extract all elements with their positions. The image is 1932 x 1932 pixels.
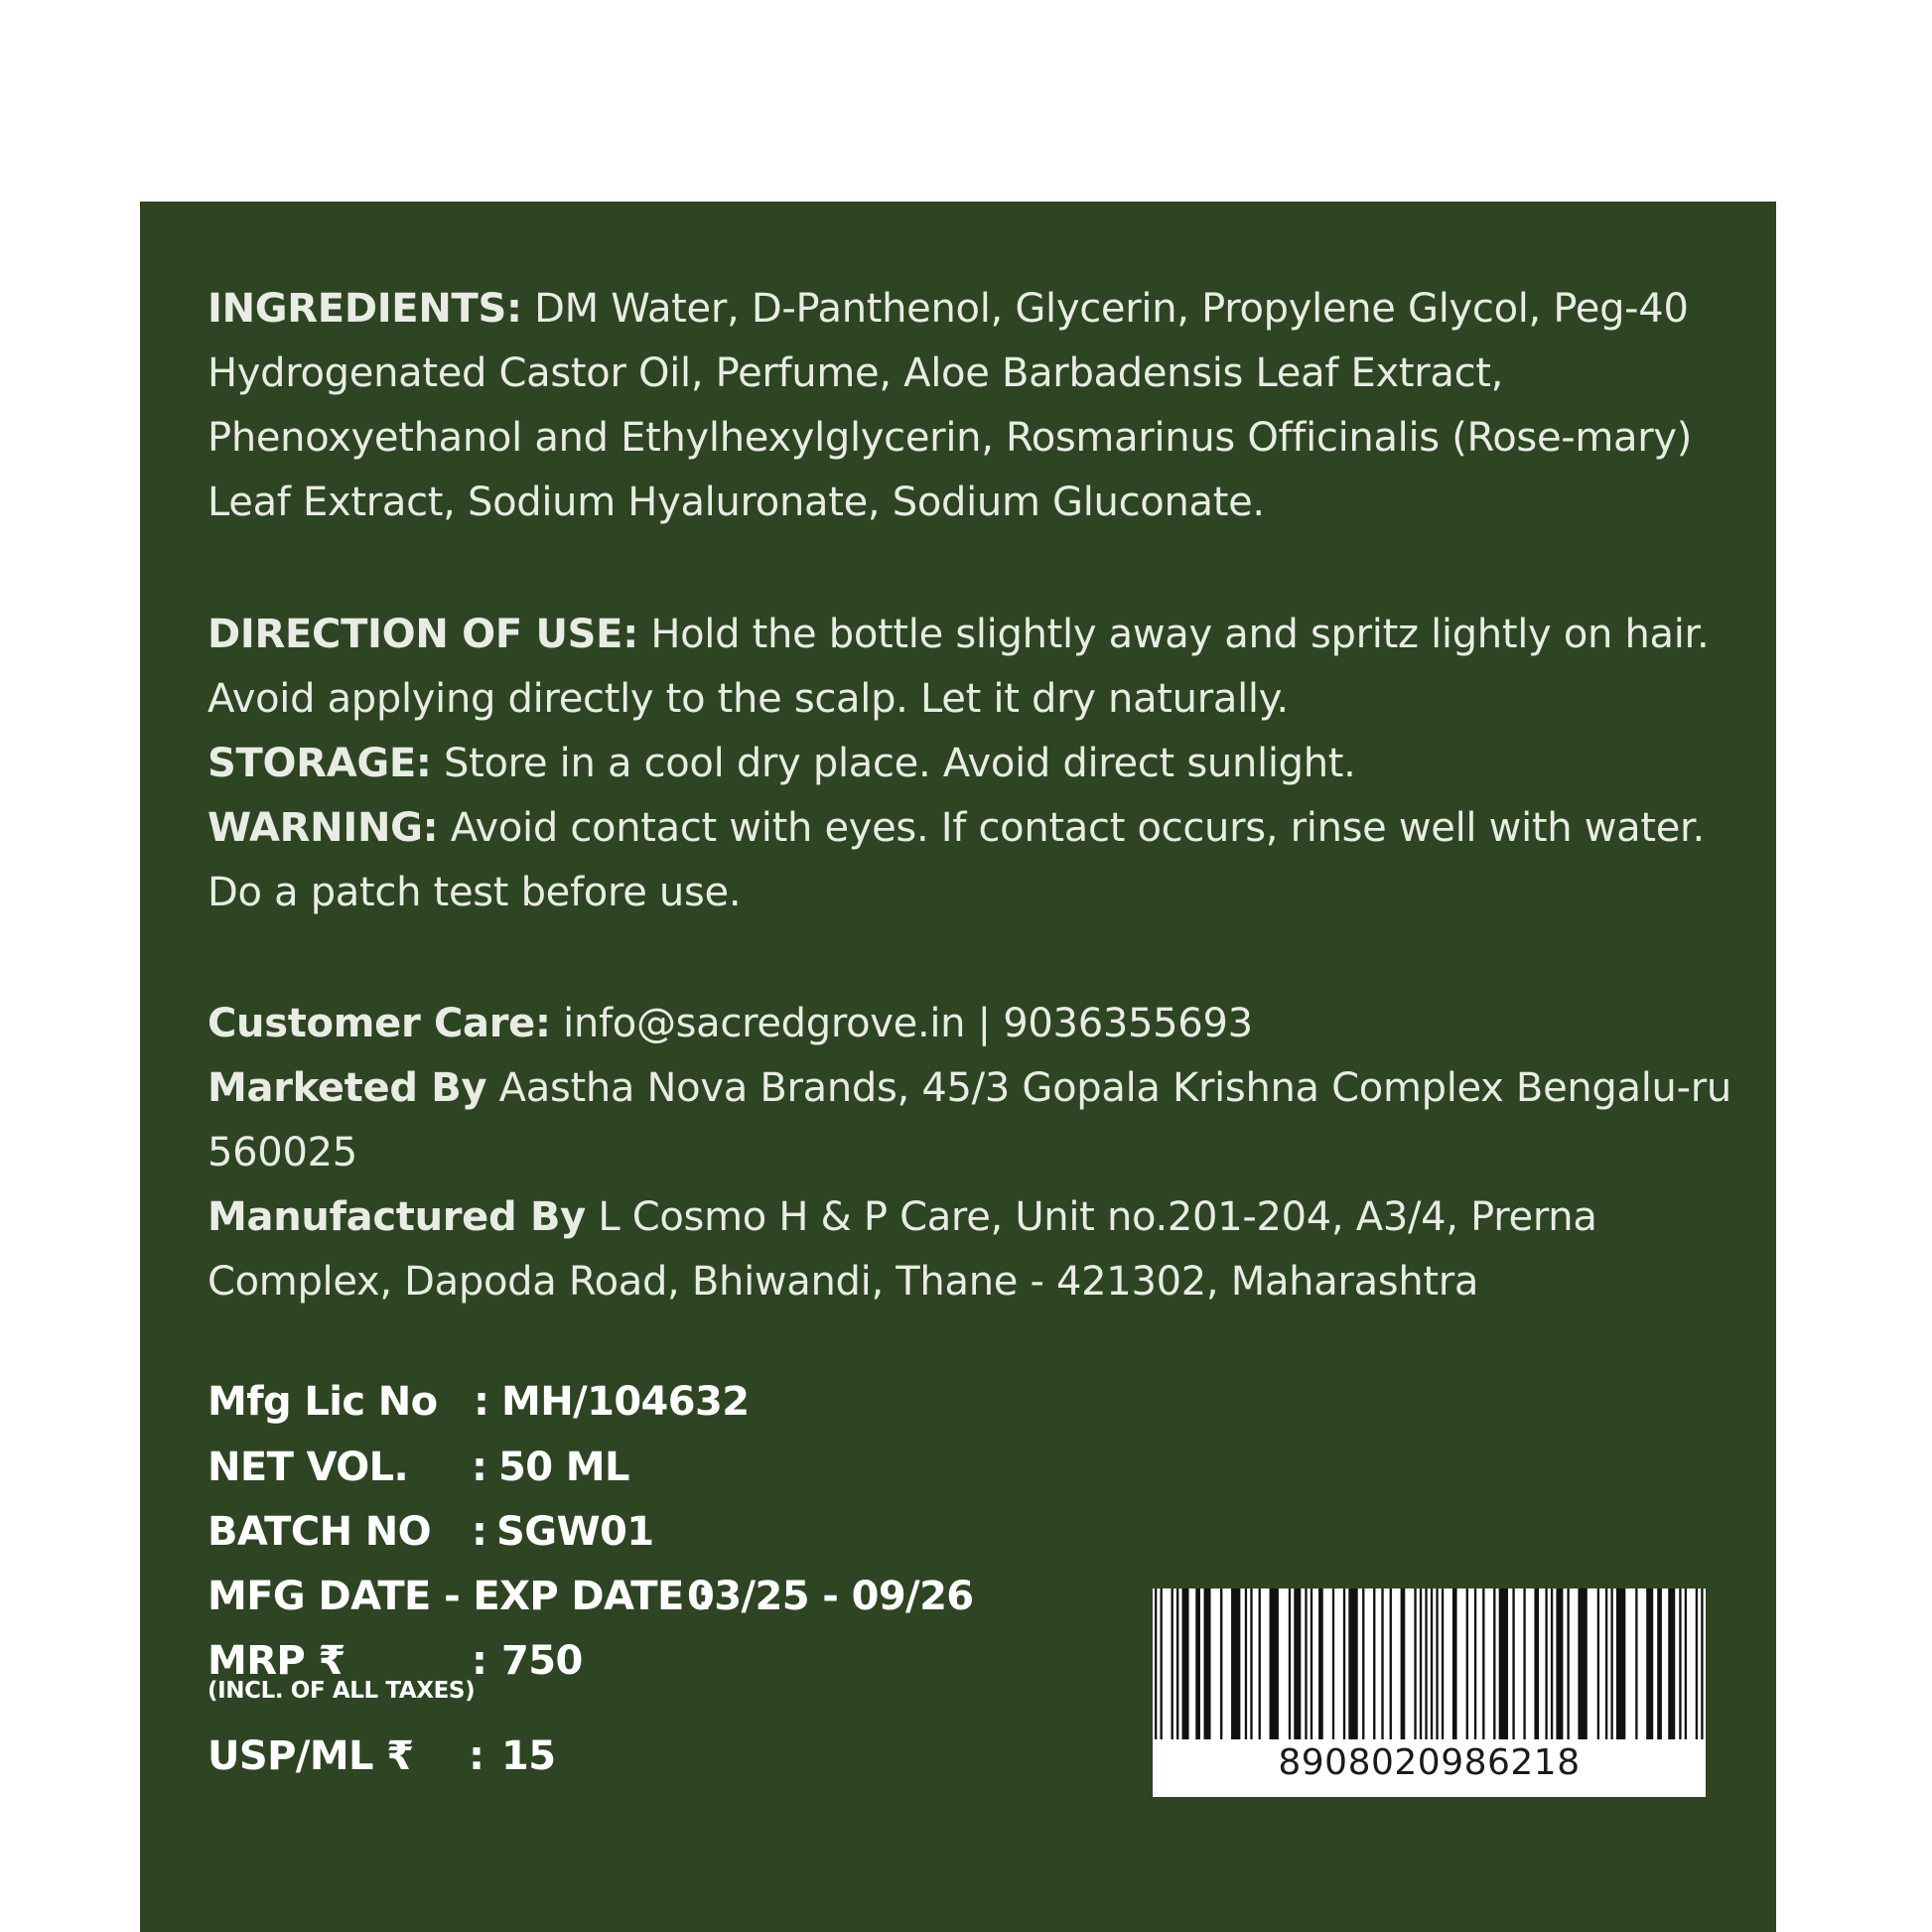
usp-key: USP/ML ₹ <box>207 1733 414 1779</box>
batch-key: BATCH NO <box>207 1509 432 1555</box>
barcode-bar <box>1512 1588 1514 1739</box>
barcode-bar <box>1545 1588 1547 1739</box>
mrp-value: 750 <box>501 1638 583 1684</box>
barcode-bar <box>1701 1588 1703 1739</box>
barcode-bar <box>1567 1588 1569 1739</box>
label-panel <box>140 202 1776 1932</box>
barcode-bar <box>1318 1588 1323 1739</box>
barcode-bar <box>1551 1588 1553 1739</box>
customer-care-label: Customer Care: <box>207 1001 551 1046</box>
barcode-bar <box>1176 1588 1178 1739</box>
barcode-bar <box>1343 1588 1345 1739</box>
customer-care-text: info@sacredgrove.in | 9036355693 <box>550 1001 1253 1046</box>
barcode-bar <box>1616 1588 1625 1739</box>
barcode-bar <box>1155 1588 1157 1739</box>
barcode-bar <box>1259 1588 1261 1739</box>
barcode-bar <box>1294 1588 1301 1739</box>
manufactured-by-text: L Cosmo H & P Care, Unit no.201-204, A3/4, Prerna Complex, Dapoda Road, Bhiwandi, Thane - 421302, Maharashtra <box>207 1194 1597 1305</box>
barcode-bar <box>1474 1588 1476 1739</box>
manufactured-by-label: Manufactured By <box>207 1194 586 1240</box>
barcode-bar <box>1348 1588 1357 1739</box>
batch-value: SGW01 <box>496 1509 654 1555</box>
barcode-bar <box>1668 1588 1675 1739</box>
usage-section <box>207 603 1756 925</box>
barcode-bar <box>1204 1588 1211 1739</box>
barcode-bar <box>1556 1588 1563 1739</box>
company-section <box>207 992 1756 1314</box>
batch-colon: : <box>472 1509 487 1555</box>
barcode-bar <box>1646 1588 1653 1739</box>
barcode-bar <box>1696 1588 1698 1739</box>
barcode-bar <box>1172 1588 1173 1739</box>
barcode-bar <box>1493 1588 1495 1739</box>
barcode-bar <box>1597 1588 1599 1739</box>
barcode-bar <box>1332 1588 1334 1739</box>
barcode-bars <box>1153 1588 1706 1739</box>
ingredients-label: INGREDIENTS: <box>207 286 522 332</box>
barcode-bar <box>1250 1588 1252 1739</box>
barcode-bar <box>1431 1588 1433 1739</box>
barcode-bar <box>1270 1588 1279 1739</box>
date-value: 03/25 - 09/26 <box>687 1574 974 1619</box>
barcode-bar <box>1578 1588 1587 1739</box>
direction-label: DIRECTION OF USE: <box>207 612 638 657</box>
barcode-bar <box>1685 1588 1687 1739</box>
barcode-bar <box>1195 1588 1200 1739</box>
warning-label: WARNING: <box>207 805 439 851</box>
barcode-bar <box>1425 1588 1427 1739</box>
barcode-bar <box>1534 1588 1539 1739</box>
mrp-key: MRP ₹ <box>207 1638 345 1684</box>
barcode-bar <box>1401 1588 1406 1739</box>
ingredients-section <box>207 277 1756 535</box>
barcode-bar <box>1420 1588 1422 1739</box>
storage-label: STORAGE: <box>207 741 432 786</box>
barcode-bar <box>1305 1588 1307 1739</box>
lic-colon: : <box>474 1379 489 1425</box>
lic-key: Mfg Lic No <box>207 1379 438 1425</box>
barcode-bar <box>1381 1588 1383 1739</box>
direction-text: Hold the bottle slightly away and spritz lightly on hair. Avoid applying directly to the scalp. Let it dry naturally. <box>207 612 1710 722</box>
usp-colon: : <box>469 1733 484 1779</box>
barcode-bar <box>1610 1588 1612 1739</box>
vol-key: NET VOL. <box>207 1445 409 1490</box>
ingredients-text: DM Water, D-Panthenol, Glycerin, Propylene Glycol, Peg-40 Hydrogenated Castor Oil, Perfume, Aloe Barbadensis Leaf Extract, Phenoxyethanol and Ethylhexylglycerin, Rosmarinus Officinalis (Rose-mary) Leaf Extract, Sodium Hyaluronate, Sodium Gluconate. <box>207 286 1693 525</box>
barcode-bar <box>1605 1588 1607 1739</box>
barcode-bar <box>1635 1588 1637 1739</box>
barcode-bar <box>1373 1588 1375 1739</box>
barcode-bar <box>1245 1588 1247 1739</box>
barcode-bar <box>1311 1588 1312 1739</box>
barcode-bar <box>1499 1588 1508 1739</box>
barcode-bar <box>1231 1588 1240 1739</box>
barcode-bar <box>1523 1588 1525 1739</box>
warning-text: Avoid contact with eyes. If contact occurs, rinse well with water. Do a patch test before use. <box>207 805 1705 915</box>
barcode-bar <box>1161 1588 1163 1739</box>
barcode-bar <box>1442 1588 1444 1739</box>
barcode-number: 8908020986218 <box>1278 1742 1581 1783</box>
barcode-bar <box>1220 1588 1222 1739</box>
barcode-bar <box>1289 1588 1291 1739</box>
vol-value: 50 ML <box>498 1445 629 1490</box>
barcode-bar <box>1182 1588 1189 1739</box>
barcode-bar <box>1414 1588 1416 1739</box>
barcode-bar <box>1452 1588 1457 1739</box>
vol-colon: : <box>472 1445 487 1490</box>
storage-text: Store in a cool dry place. Avoid direct sunlight. <box>431 741 1356 786</box>
barcode-bar <box>1362 1588 1364 1739</box>
barcode-bar <box>1436 1588 1438 1739</box>
date-key: MFG DATE - EXP DATE : <box>207 1574 713 1619</box>
mrp-colon: : <box>472 1638 487 1684</box>
barcode-bar <box>1466 1588 1468 1739</box>
lic-value: MH/104632 <box>501 1379 750 1425</box>
barcode <box>1153 1588 1706 1797</box>
marketed-by-text: Aastha Nova Brands, 45/3 Gopala Krishna Complex Bengalu-ru 560025 <box>207 1065 1731 1175</box>
barcode-bar <box>1657 1588 1662 1739</box>
marketed-by-label: Marketed By <box>207 1065 487 1111</box>
usp-value: 15 <box>501 1733 556 1779</box>
barcode-bar <box>1390 1588 1392 1739</box>
barcode-bar <box>1482 1588 1484 1739</box>
barcode-bar <box>1679 1588 1681 1739</box>
mrp-tax-note: (INCL. OF ALL TAXES) <box>207 1678 476 1704</box>
